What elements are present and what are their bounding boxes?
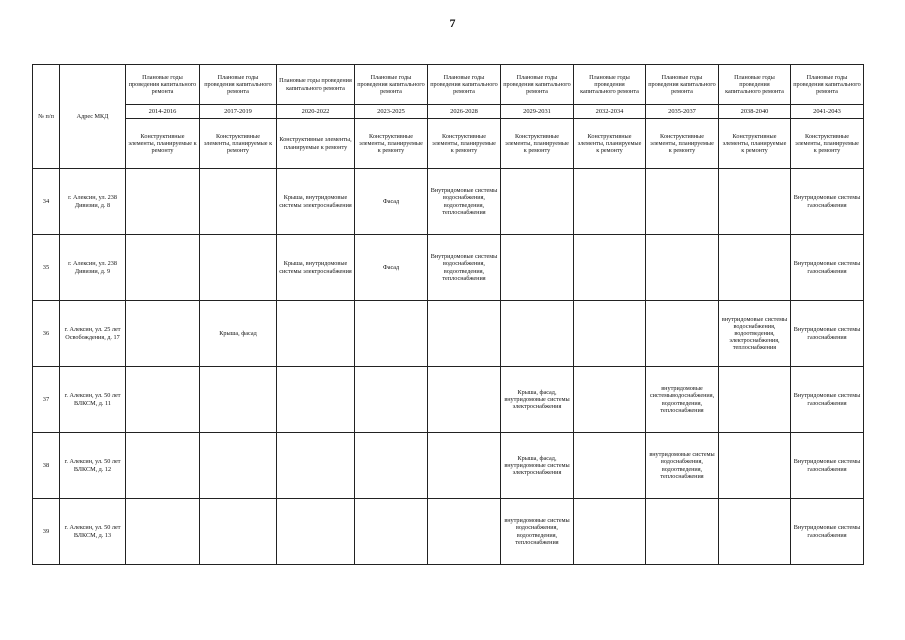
repair-elements-cell: Крыша, фасад, внутридомовые системы электроснабжения (501, 433, 574, 499)
repair-elements-cell (200, 499, 277, 565)
header-elements: Конструктивные элементы, планируемые к ремонту (126, 119, 200, 169)
period-label: 2023-2025 (355, 105, 428, 119)
repair-elements-cell (646, 499, 719, 565)
repair-elements-cell (126, 367, 200, 433)
row-number: 35 (33, 235, 60, 301)
repair-elements-cell (574, 367, 646, 433)
row-address: г. Алексин, ул. 25 лет Освобождения, д. 17 (60, 301, 126, 367)
repair-elements-cell (719, 499, 791, 565)
period-label: 2038-2040 (719, 105, 791, 119)
repair-elements-cell (355, 301, 428, 367)
repair-elements-cell (200, 367, 277, 433)
repair-elements-cell (200, 433, 277, 499)
repair-elements-cell (126, 301, 200, 367)
row-address: г. Алексин, ул. 238 Дивизии, д. 8 (60, 169, 126, 235)
header-elements: Конструктивные элементы, планируемые к ремонту (428, 119, 501, 169)
page-number: 7 (449, 16, 456, 30)
row-address: г. Алексин, ул. 50 лет ВЛКСМ, д. 12 (60, 433, 126, 499)
repair-elements-cell (355, 499, 428, 565)
repair-elements-cell (574, 235, 646, 301)
header-plan: Плановые годы проведения капитального ремонта (277, 65, 355, 105)
repair-elements-cell (501, 169, 574, 235)
header-plan: Плановые годы проведения капитального ремонта (719, 65, 791, 105)
repair-elements-cell: Внутридомовые системы водоснабжения, водоотведения, теплоснабжения (428, 235, 501, 301)
row-number: 37 (33, 367, 60, 433)
header-row-periods (33, 105, 864, 119)
repair-elements-cell (428, 301, 501, 367)
period-label: 2020-2022 (277, 105, 355, 119)
repair-elements-cell (428, 433, 501, 499)
header-elements: Конструктивные элементы, планируемые к ремонту (574, 119, 646, 169)
repair-elements-cell: Крыша, фасад (200, 301, 277, 367)
header-row-elements (33, 119, 864, 169)
repair-elements-cell (574, 433, 646, 499)
repair-elements-cell: внутридомовые системы водоснабжения, водоотведения, теплоснабжения (501, 499, 574, 565)
header-row-plan (33, 65, 864, 105)
repair-elements-cell: Фасад (355, 169, 428, 235)
repair-elements-cell (719, 367, 791, 433)
row-number: 39 (33, 499, 60, 565)
row-address: г. Алексин, ул. 238 Дивизии, д. 9 (60, 235, 126, 301)
table-row (33, 169, 864, 235)
row-address: г. Алексин, ул. 50 лет ВЛКСМ, д. 13 (60, 499, 126, 565)
header-elements: Конструктивные элементы, планируемые к ремонту (200, 119, 277, 169)
repair-elements-cell (574, 169, 646, 235)
repair-elements-cell (719, 433, 791, 499)
period-label: 2017-2019 (200, 105, 277, 119)
table-row (33, 499, 864, 565)
repair-elements-cell (501, 235, 574, 301)
header-plan: Плановые годы проведения капитального ремонта (501, 65, 574, 105)
repair-elements-cell (574, 301, 646, 367)
period-label: 2041-2043 (791, 105, 864, 119)
header-plan: Плановые годы проведения капитального ремонта (574, 65, 646, 105)
header-plan: Плановые годы проведения капитального ремонта (428, 65, 501, 105)
header-plan: Плановые годы проведения капитального ремонта (126, 65, 200, 105)
period-label: 2035-2037 (646, 105, 719, 119)
repair-elements-cell: внутридомовые системы водоснабжения, водоотведения, теплоснабжения (646, 433, 719, 499)
repair-elements-cell (126, 169, 200, 235)
repair-elements-cell (277, 499, 355, 565)
repair-elements-cell: Внутридомовые системы газоснабжения (791, 499, 864, 565)
header-elements: Конструктивные элементы, планируемые к ремонту (355, 119, 428, 169)
table-row (33, 367, 864, 433)
period-label: 2032-2034 (574, 105, 646, 119)
table-row (33, 301, 864, 367)
repair-elements-cell (200, 169, 277, 235)
repair-elements-cell (501, 301, 574, 367)
header-plan: Плановые годы проведения капитального ремонта (200, 65, 277, 105)
repair-elements-cell (646, 301, 719, 367)
repair-elements-cell (719, 169, 791, 235)
row-number: 36 (33, 301, 60, 367)
repair-elements-cell: Внутридомовые системы газоснабжения (791, 235, 864, 301)
repair-elements-cell: Внутридомовые системы водоснабжения, водоотведения, теплоснабжения (428, 169, 501, 235)
header-address: Адрес МКД (60, 65, 126, 169)
row-address: г. Алексин, ул. 50 лет ВЛКСМ, д. 11 (60, 367, 126, 433)
repair-elements-cell (126, 433, 200, 499)
repair-elements-cell (719, 235, 791, 301)
repair-elements-cell (428, 367, 501, 433)
repair-elements-cell (574, 499, 646, 565)
table-body (33, 169, 864, 565)
row-number: 38 (33, 433, 60, 499)
repair-elements-cell (126, 235, 200, 301)
repair-elements-cell (646, 169, 719, 235)
capital-repair-schedule-table (32, 64, 864, 565)
header-elements: Конструктивные элементы, планируемые к ремонту (646, 119, 719, 169)
repair-elements-cell (646, 235, 719, 301)
repair-elements-cell: Внутридомовые системы газоснабжения (791, 301, 864, 367)
header-elements: Конструктивные элементы, планируемые к ремонту (277, 119, 355, 169)
header-elements: Конструктивные элементы, планируемые к ремонту (719, 119, 791, 169)
table-row (33, 433, 864, 499)
repair-elements-cell: Внутридомовые системы газоснабжения (791, 433, 864, 499)
period-label: 2014-2016 (126, 105, 200, 119)
repair-elements-cell (277, 301, 355, 367)
header-num: № п/п (33, 65, 60, 169)
period-label: 2029-2031 (501, 105, 574, 119)
repair-elements-cell: внутридомовые системыводоснабжения, водоотведения, теплоснабжения (646, 367, 719, 433)
period-label: 2026-2028 (428, 105, 501, 119)
header-plan: Плановые годы проведения капитального ремонта (791, 65, 864, 105)
table-row (33, 235, 864, 301)
repair-elements-cell: Фасад (355, 235, 428, 301)
repair-elements-cell: Внутридомовые системы газоснабжения (791, 169, 864, 235)
repair-elements-cell: Крыша, внутридомовые системы электроснабжения (277, 235, 355, 301)
header-plan: Плановые годы проведения капитального ремонта (646, 65, 719, 105)
repair-elements-cell: Крыша, фасад, внутридомовые системы электроснабжения (501, 367, 574, 433)
repair-elements-cell (428, 499, 501, 565)
header-elements: Конструктивные элементы, планируемые к ремонту (501, 119, 574, 169)
repair-elements-cell: внутридомовые системы водоснабжения, водоотведения, электроснабжения, теплоснабжения (719, 301, 791, 367)
header-elements: Конструктивные элементы, планируемые к ремонту (791, 119, 864, 169)
repair-elements-cell (277, 367, 355, 433)
repair-elements-cell (355, 433, 428, 499)
repair-elements-cell: Внутридомовые системы газоснабжения (791, 367, 864, 433)
repair-elements-cell (200, 235, 277, 301)
repair-elements-cell (277, 433, 355, 499)
repair-elements-cell (355, 367, 428, 433)
header-plan: Плановые годы проведения капитального ремонта (355, 65, 428, 105)
row-number: 34 (33, 169, 60, 235)
repair-elements-cell: Крыша, внутридомовые системы электроснабжения (277, 169, 355, 235)
repair-elements-cell (126, 499, 200, 565)
